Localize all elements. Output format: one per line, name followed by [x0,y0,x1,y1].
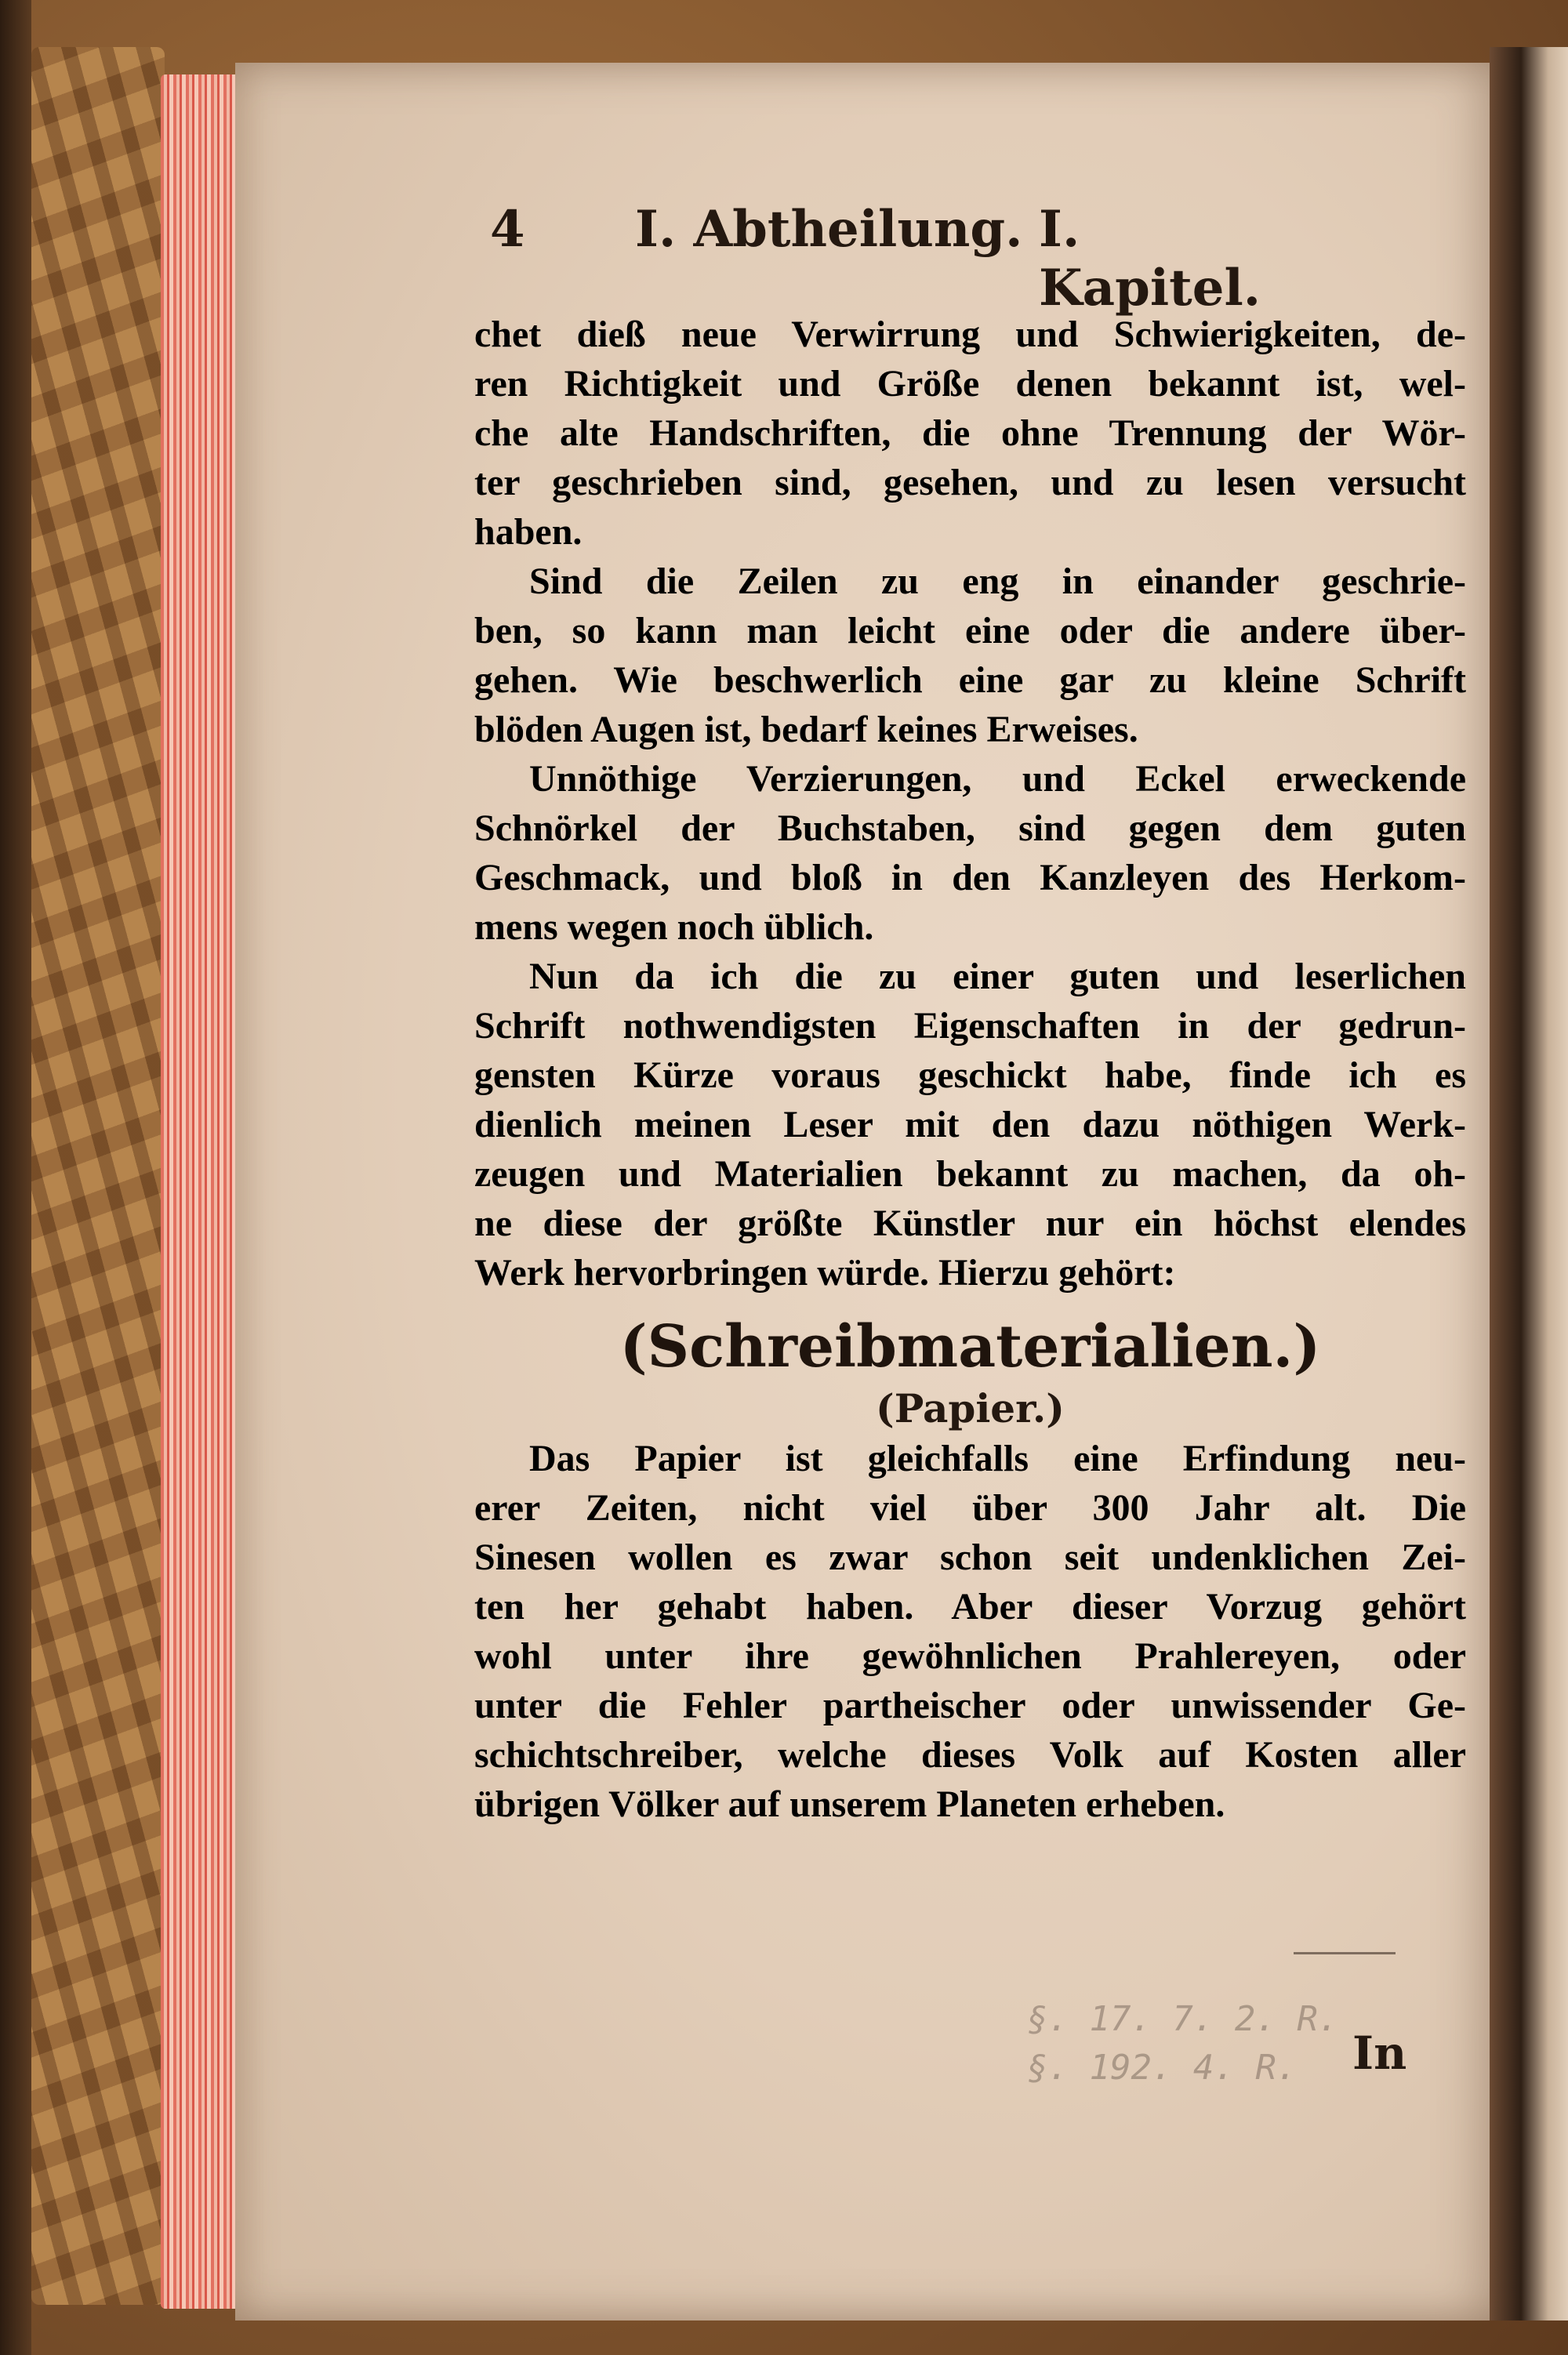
paragraph-4 [474,952,1466,1297]
text-line: Sinesen wollen es zwar schon seit undenklichen Zei- [474,1537,1466,1578]
text-line: chet dieß neue Verwirrung und Schwierigkeiten, de- [474,314,1466,355]
section-title: (Schreibmaterialien.) [619,1313,1321,1381]
pencil-annotation [1027,1995,1356,2092]
text-line: Schrift nothwendigsten Eigenschaften in der gedrun- [474,1005,1466,1047]
text-line: Geschmack, und bloß in den Kanzleyen des Herkom- [474,857,1466,898]
marbled-cover-board [31,47,165,2305]
text-line: Das Papier ist gleichfalls eine Erfindung neu- [529,1438,1466,1479]
text-line: Sind die Zeilen zu eng in einander geschrie- [529,561,1466,602]
section-subtitle: (Papier.) [876,1385,1065,1432]
text-line: ren Richtigkeit und Größe denen bekannt ist, wel- [474,363,1466,405]
pencil-note: §. 17. 7. 2. R. [1027,1999,1339,2039]
text-line: erer Zeiten, nicht viel über 300 Jahr alt. Die [474,1487,1466,1529]
text-line: Schnörkel der Buchstaben, sind gegen dem guten [474,807,1466,849]
text-line: dienlich meinen Leser mit den dazu nöthigen Werk- [474,1104,1466,1145]
end-rule [1294,1952,1396,1954]
text-line: übrigen Völker auf unserem Planeten erheben. [474,1783,1225,1825]
catchword: In [1352,2027,1407,2080]
red-page-edges [161,74,239,2309]
text-line: Unnöthige Verzierungen, und Eckel erweckende [529,758,1466,800]
paragraph-2 [474,557,1466,754]
text-line: che alte Handschriften, die ohne Trennung der Wör- [474,412,1466,454]
page-number: 4 [490,200,525,259]
paragraph-1 [474,310,1466,557]
text-line: gehen. Wie beschwerlich eine gar zu kleine Schrift [474,659,1466,701]
text-line: zeugen und Materialien bekannt zu machen, da oh- [474,1153,1466,1195]
chapter-heading: I. Kapitel. [1039,200,1261,318]
running-head [490,200,1290,318]
section-heading: I. Abtheilung. [635,200,1023,259]
text-line: ne diese der größte Künstler nur ein höchst elendes [474,1203,1466,1244]
cover-spine-edge [0,0,31,2355]
text-line: blöden Augen ist, bedarf keines Erweises. [474,709,1138,750]
paragraph-3 [474,754,1466,952]
text-line: Werk hervorbringen würde. Hierzu gehört: [474,1252,1176,1294]
text-line: gensten Kürze voraus geschickt habe, finde ich es [474,1054,1466,1096]
text-line: ter geschrieben sind, gesehen, und zu lesen versucht [474,462,1466,503]
pencil-note: §. 192. 4. R. [1027,2048,1298,2088]
text-line: unter die Fehler partheischer oder unwissender Ge- [474,1685,1466,1726]
book-gutter [1490,47,1568,2321]
page-body [474,310,1466,1829]
text-line: schichtschreiber, welche dieses Volk auf Kosten aller [474,1734,1466,1776]
text-line: Nun da ich die zu einer guten und leserlichen [529,956,1466,997]
text-line: ben, so kann man leicht eine oder die andere über- [474,610,1466,651]
text-line: ten her gehabt haben. Aber dieser Vorzug gehört [474,1586,1466,1627]
text-line: mens wegen noch üblich. [474,906,874,948]
text-line: haben. [474,511,583,553]
text-line: wohl unter ihre gewöhnlichen Prahlereyen, oder [474,1635,1466,1677]
paragraph-5 [474,1434,1466,1829]
